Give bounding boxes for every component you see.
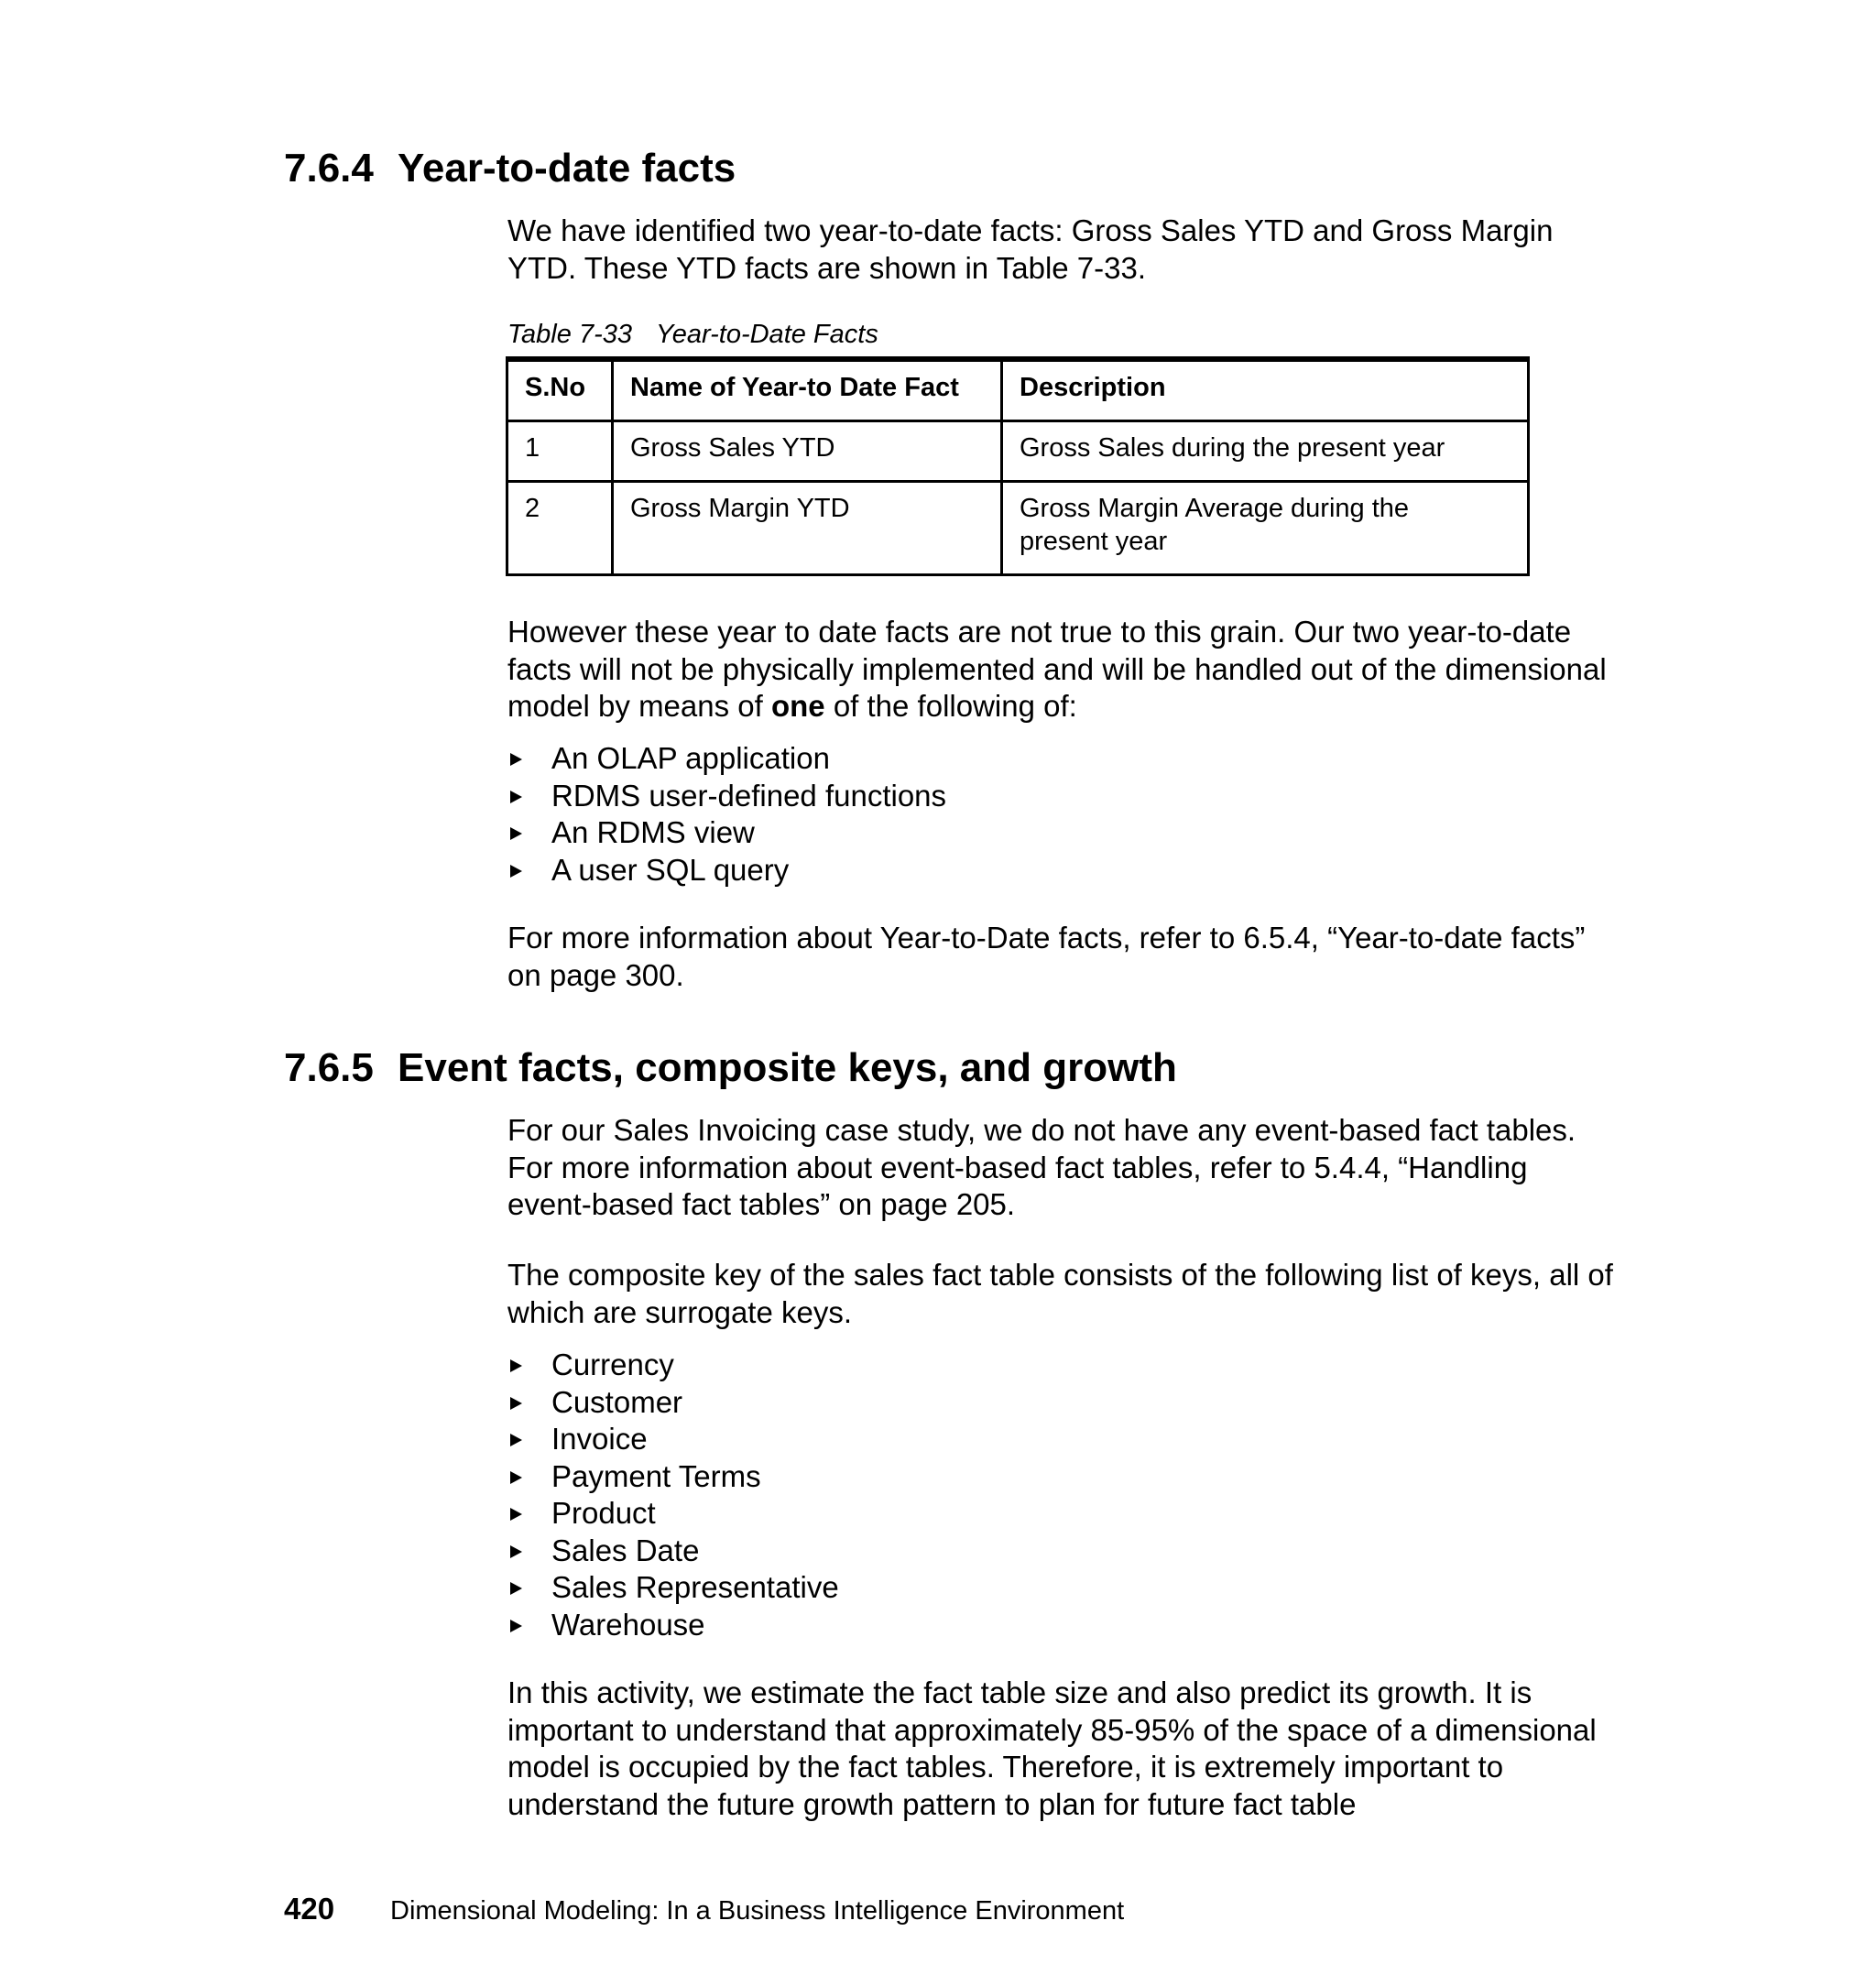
- bullet-triangle-icon: [510, 1545, 522, 1558]
- list-item-text: An OLAP application: [551, 741, 830, 775]
- list-item: [507, 852, 946, 889]
- list-item: [507, 1458, 839, 1496]
- list-item-text: RDMS user-defined functions: [551, 778, 947, 813]
- table-cell: Gross Margin YTD: [613, 482, 1002, 575]
- table-header-row: [507, 359, 1529, 421]
- list-item: [507, 1421, 839, 1458]
- table-caption-number: Table 7-33: [507, 320, 632, 349]
- list-item: [507, 1569, 839, 1607]
- table-cell: Gross Sales YTD: [613, 421, 1002, 482]
- list-item-text: Invoice: [551, 1422, 648, 1456]
- table-row: [507, 482, 1529, 575]
- emphasis-one: one: [770, 689, 825, 723]
- table-cell: Gross Margin Average during the present year: [1002, 482, 1529, 575]
- implementation-options-list: [507, 740, 946, 889]
- bullet-triangle-icon: [510, 1471, 522, 1484]
- bullet-triangle-icon: [510, 1582, 522, 1595]
- table-header-cell: S.No: [507, 359, 613, 421]
- section-number: 7.6.5: [284, 1045, 374, 1090]
- bullet-triangle-icon: [510, 1620, 522, 1632]
- list-item: [507, 814, 946, 852]
- book-title: Dimensional Modeling: In a Business Intelligence Environment: [390, 1896, 1125, 1926]
- page-number: 420: [284, 1892, 335, 1926]
- list-item-text: Customer: [551, 1384, 683, 1419]
- list-item-text: Product: [551, 1496, 656, 1530]
- table-caption: [507, 319, 878, 350]
- list-item: [507, 740, 946, 778]
- list-item: [507, 1347, 839, 1384]
- section-heading-7-6-5: [284, 1044, 1177, 1092]
- bullet-triangle-icon: [510, 791, 522, 803]
- section-title: Year-to-date facts: [398, 146, 736, 191]
- bullet-triangle-icon: [510, 1359, 522, 1372]
- list-item-text: A user SQL query: [551, 852, 790, 887]
- event-facts-paragraph: For our Sales Invoicing case study, we do not have any event-based fact tables. For more information about event-based fact tables, refer to 5.4.4, “Handling event-based fact tables” on page 205.: [507, 1113, 1576, 1221]
- list-item: [507, 1607, 839, 1644]
- composite-key-paragraph: The composite key of the sales fact table consists of the following list of keys, all of which are surrogate keys.: [507, 1258, 1613, 1329]
- table-cell: Gross Sales during the present year: [1002, 421, 1529, 482]
- list-item-text: Warehouse: [551, 1607, 705, 1642]
- table-row: [507, 421, 1529, 482]
- list-item: [507, 1495, 839, 1533]
- list-item-text: Payment Terms: [551, 1458, 761, 1493]
- table-header-cell: Name of Year-to Date Fact: [613, 359, 1002, 421]
- bullet-triangle-icon: [510, 827, 522, 840]
- bullet-triangle-icon: [510, 1397, 522, 1410]
- bullet-triangle-icon: [510, 1508, 522, 1521]
- grain-text: However these year to date facts are not true to this grain. Our two year-to-date facts will not be physically implemented and will be handled out of the dimensional model by means of: [507, 615, 1607, 723]
- intro-paragraph: We have identified two year-to-date facts: Gross Sales YTD and Gross Margin YTD. These YTD facts are shown in Table 7-33.: [507, 213, 1554, 285]
- composite-keys-list: [507, 1347, 839, 1643]
- reference-paragraph: For more information about Year-to-Date facts, refer to 6.5.4, “Year-to-date facts” on page 300.: [507, 921, 1586, 992]
- list-item: [507, 1533, 839, 1570]
- bullet-triangle-icon: [510, 865, 522, 878]
- growth-paragraph: In this activity, we estimate the fact table size and also predict its growth. It is important to understand that approximately 85-95% of the space of a dimensional model is occupied by the fact tables. Therefore, it is extremely important to understand the future growth pattern to plan for future fact table: [507, 1675, 1597, 1821]
- list-item: [507, 1384, 839, 1422]
- ytd-facts-table: [506, 356, 1530, 576]
- list-item-text: Sales Representative: [551, 1570, 839, 1604]
- table-header-cell: Description: [1002, 359, 1529, 421]
- table-cell: 2: [507, 482, 613, 575]
- bullet-triangle-icon: [510, 1434, 522, 1446]
- section-number: 7.6.4: [284, 146, 374, 191]
- section-title: Event facts, composite keys, and growth: [398, 1045, 1177, 1090]
- table-cell: 1: [507, 421, 613, 482]
- page-footer: [284, 1891, 1124, 1934]
- bullet-triangle-icon: [510, 753, 522, 766]
- table-caption-title: Year-to-Date Facts: [655, 320, 878, 349]
- section-heading-7-6-4: [284, 145, 736, 192]
- list-item-text: Sales Date: [551, 1533, 700, 1567]
- list-item-text: Currency: [551, 1348, 674, 1381]
- list-item-text: An RDMS view: [551, 815, 755, 849]
- grain-text-end: of the following of:: [824, 689, 1077, 723]
- grain-paragraph: [507, 614, 1616, 726]
- list-item: [507, 778, 946, 815]
